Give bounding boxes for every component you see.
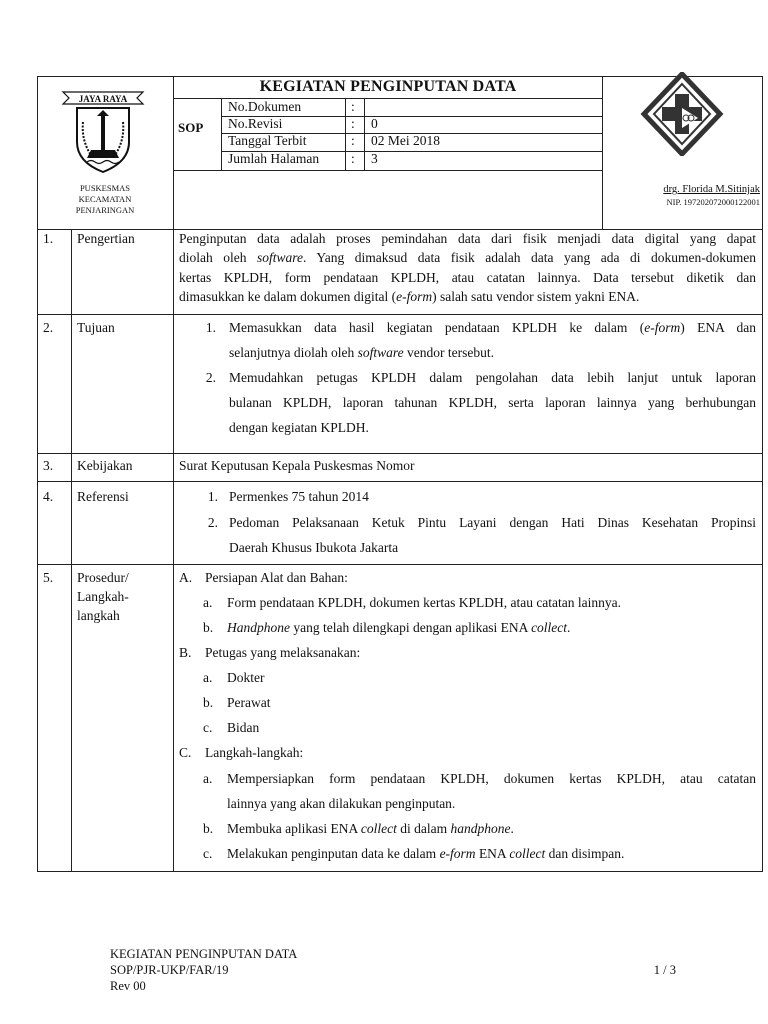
- field-colon: :: [351, 151, 355, 166]
- puskesmas-line-3: PENJARINGAN: [75, 205, 135, 215]
- list-number: 1.: [207, 489, 218, 504]
- field-label-tanggal-terbit: Tanggal Terbit: [228, 133, 307, 148]
- field-value-no-revisi: 0: [371, 116, 378, 131]
- referensi-item-2-line-1: Pedoman Pelaksanaan Ketuk Pintu Layani dengan Hati Dinas Kesehatan Propinsi: [229, 515, 756, 530]
- section-label-tujuan: Tujuan: [77, 320, 115, 335]
- subsection-title: Langkah-langkah:: [205, 745, 304, 760]
- puskesmas-logo: [640, 72, 724, 156]
- list-letter: a.: [203, 771, 213, 786]
- list-item: Melakukan penginputan data ke dalam e-form ENA collect dan disimpan.: [227, 846, 625, 861]
- section-number: 4.: [43, 489, 54, 504]
- list-letter: c.: [203, 846, 213, 861]
- pengertian-line-2: diolah oleh software. Yang dimaksud data fisik adalah data yang ada di dokumen-dokumen: [179, 250, 756, 265]
- tujuan-item-1-line-2: selanjutnya diolah oleh software vendor tersebut.: [229, 345, 494, 360]
- list-letter: b.: [203, 821, 214, 836]
- section-label-prosedur: Prosedur/: [77, 570, 129, 585]
- list-number: 1.: [205, 320, 216, 335]
- section-label-prosedur: Langkah-: [77, 589, 129, 604]
- list-item: Perawat: [227, 695, 271, 710]
- document-title: KEGIATAN PENGINPUTAN DATA: [259, 78, 517, 95]
- section-label-referensi: Referensi: [77, 489, 129, 504]
- subsection-title: Persiapan Alat dan Bahan:: [205, 570, 348, 585]
- list-item: Membuka aplikasi ENA collect di dalam handphone.: [227, 821, 514, 836]
- puskesmas-line-1: PUSKESMAS: [79, 183, 131, 193]
- section-label-pengertian: Pengertian: [77, 231, 135, 246]
- referensi-item-2-line-2: Daerah Khusus Ibukota Jakarta: [229, 540, 399, 555]
- list-item: Bidan: [227, 720, 260, 735]
- field-colon: :: [351, 99, 355, 114]
- signer-nip: NIP. 197202072000122001: [666, 197, 760, 207]
- list-letter: c.: [203, 720, 213, 735]
- section-number: 2.: [43, 320, 54, 335]
- field-label-jumlah-halaman: Jumlah Halaman: [228, 151, 320, 166]
- list-item: Form pendataan KPLDH, dokumen kertas KPLDH, atau catatan lainnya.: [227, 595, 622, 610]
- tujuan-item-2-line-2: bulanan KPLDH, laporan tahunan KPLDH, serta laporan lainnya yang berhubungan: [229, 395, 756, 410]
- tujuan-item-2-line-3: dengan kegiatan KPLDH.: [229, 420, 369, 435]
- kebijakan-text: Surat Keputusan Kepala Puskesmas Nomor: [179, 458, 415, 473]
- field-label-no-dokumen: No.Dokumen: [228, 99, 302, 114]
- pengertian-line-3: kertas KPLDH, form pendataan KPLDH, atau catatan lainnya. Data tersebut diketik dan: [179, 270, 756, 285]
- tujuan-item-2-line-1: Memudahkan petugas KPLDH dalam pengolahan data lebih lanjut untuk laporan: [229, 370, 756, 385]
- list-item: Handphone yang telah dilengkapi dengan aplikasi ENA collect.: [227, 620, 571, 635]
- referensi-item-1: Permenkes 75 tahun 2014: [229, 489, 369, 504]
- field-colon: :: [351, 116, 355, 131]
- section-number: 1.: [43, 231, 54, 246]
- field-label-no-revisi: No.Revisi: [228, 116, 283, 131]
- pengertian-line-4: dimasukkan ke dalam dokumen digital (e-form) salah satu vendor sistem yakni ENA.: [179, 289, 640, 304]
- jaya-raya-logo: [57, 86, 149, 178]
- footer-title: KEGIATAN PENGINPUTAN DATA: [110, 947, 298, 961]
- sop-label: SOP: [178, 120, 204, 135]
- list-letter: b.: [203, 695, 214, 710]
- subsection-letter: B.: [179, 645, 192, 660]
- pengertian-line-1: Penginputan data adalah proses pemindahan data dari fisik menjadi data digital yang dapat: [179, 231, 756, 246]
- list-item: Dokter: [227, 670, 265, 685]
- footer-code: SOP/PJR-UKP/FAR/19: [110, 963, 229, 977]
- list-letter: a.: [203, 670, 213, 685]
- health-cross-icon: [640, 72, 724, 156]
- section-number: 5.: [43, 570, 54, 585]
- list-number: 2.: [207, 515, 218, 530]
- list-letter: a.: [203, 595, 213, 610]
- list-item: lainnya yang akan dilakukan penginputan.: [227, 796, 456, 811]
- section-number: 3.: [43, 458, 54, 473]
- page-number: 1 / 3: [653, 963, 676, 977]
- field-colon: :: [351, 133, 355, 148]
- signer-name: drg. Florida M.Sitinjak: [663, 184, 760, 195]
- list-item: Mempersiapkan form pendataan KPLDH, dokumen kertas KPLDH, atau catatan: [227, 771, 756, 786]
- section-label-prosedur: langkah: [77, 608, 120, 623]
- footer-revision: Rev 00: [110, 979, 146, 993]
- field-value-jumlah-halaman: 3: [371, 151, 378, 166]
- svg-text:JAYA RAYA: JAYA RAYA: [78, 94, 128, 104]
- puskesmas-line-2: KECAMATAN: [78, 194, 132, 204]
- subsection-letter: A.: [179, 570, 193, 585]
- list-letter: b.: [203, 620, 214, 635]
- subsection-letter: C.: [179, 745, 192, 760]
- list-number: 2.: [205, 370, 216, 385]
- tujuan-item-1-line-1: Memasukkan data hasil kegiatan pendataan KPLDH ke dalam (e-form) ENA dan: [229, 320, 756, 335]
- jaya-raya-emblem-icon: [57, 86, 149, 178]
- field-value-tanggal-terbit: 02 Mei 2018: [371, 133, 440, 148]
- section-label-kebijakan: Kebijakan: [77, 458, 133, 473]
- subsection-title: Petugas yang melaksanakan:: [205, 645, 361, 660]
